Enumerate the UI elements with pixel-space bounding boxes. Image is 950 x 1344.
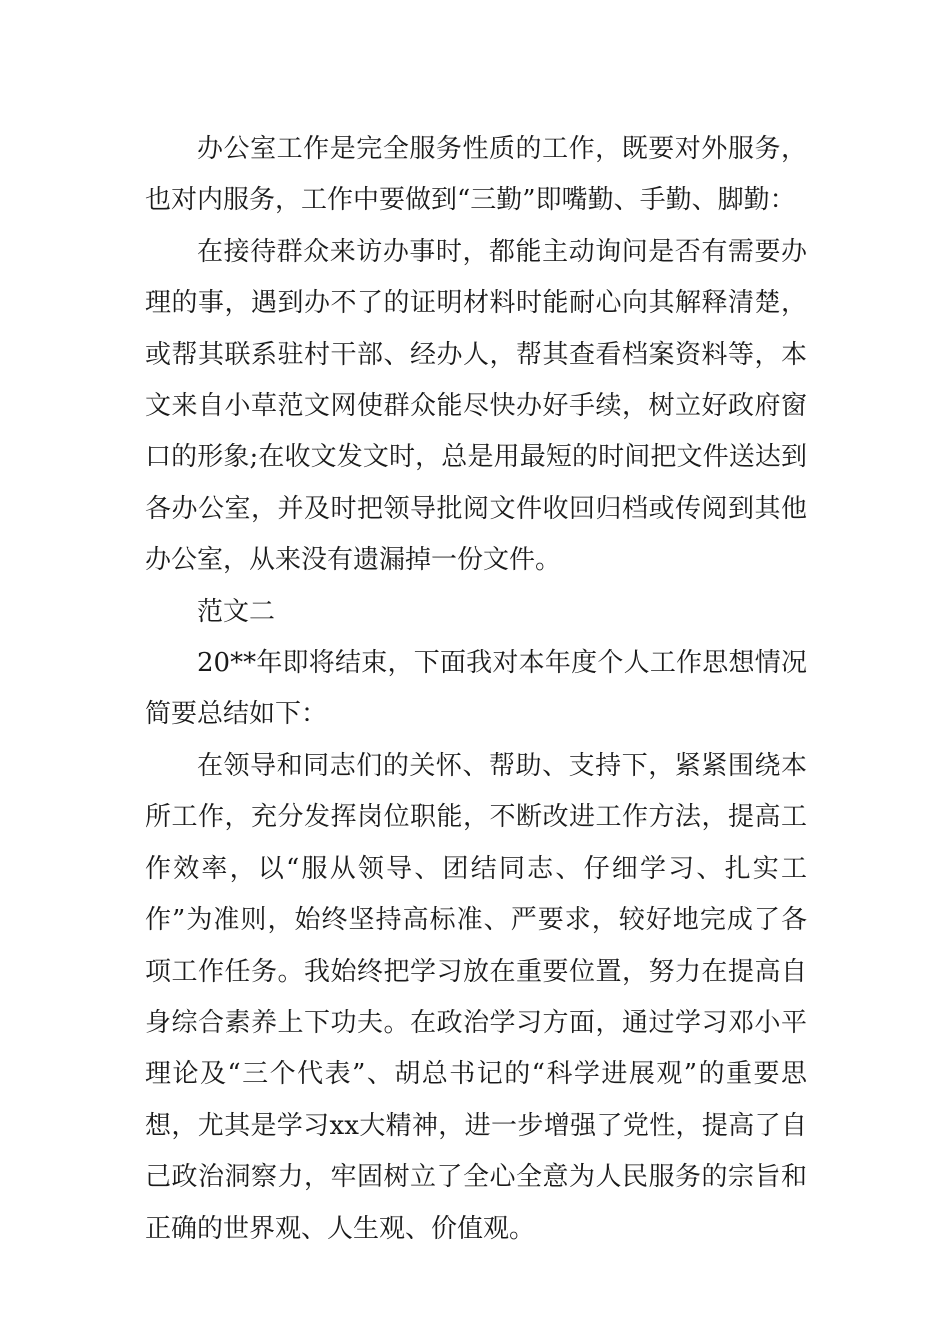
paragraph-year-summary-intro: 20**年即将结束，下面我对本年度个人工作思想情况简要总结如下：	[145, 648, 807, 730]
document-body	[145, 124, 807, 1255]
paragraph-office-work: 办公室工作是完全服务性质的工作，既要对外服务，也对内服务，工作中要做到“三勤”即嘴勤、手勤、脚勤：	[145, 134, 807, 216]
section-heading-sample-two: 范文二	[197, 596, 276, 627]
paragraph-study-summary: 在领导和同志们的关怀、帮助、支持下，紧紧围绕本所工作，充分发挥岗位职能，不断改进工作方法，提高工作效率，以“服从领导、团结同志、仔细学习、扎实工作”为准则，始终坚持高标准、严要求，较好地完成了各项工作任务。我始终把学习放在重要位置，努力在提高自身综合素养上下功夫。在政治学习方面，通过学习邓小平理论及“三个代表”、胡总书记的“科学进展观”的重要思想，尤其是学习xx大精神，进一步增强了党性，提高了自己政治洞察力，牢固树立了全心全意为人民服务的宗旨和正确的世界观、人生观、价值观。	[145, 750, 807, 1244]
paragraph-reception: 在接待群众来访办事时，都能主动询问是否有需要办理的事，遇到办不了的证明材料时能耐心向其解释清楚，或帮其联系驻村干部、经办人，帮其查看档案资料等，本文来自小草范文网使群众能尽快办好手续，树立好政府窗口的形象;在收文发文时，总是用最短的时间把文件送达到各办公室，并及时把领导批阅文件收回归档或传阅到其他办公室，从来没有遗漏掉一份文件。	[145, 236, 807, 576]
